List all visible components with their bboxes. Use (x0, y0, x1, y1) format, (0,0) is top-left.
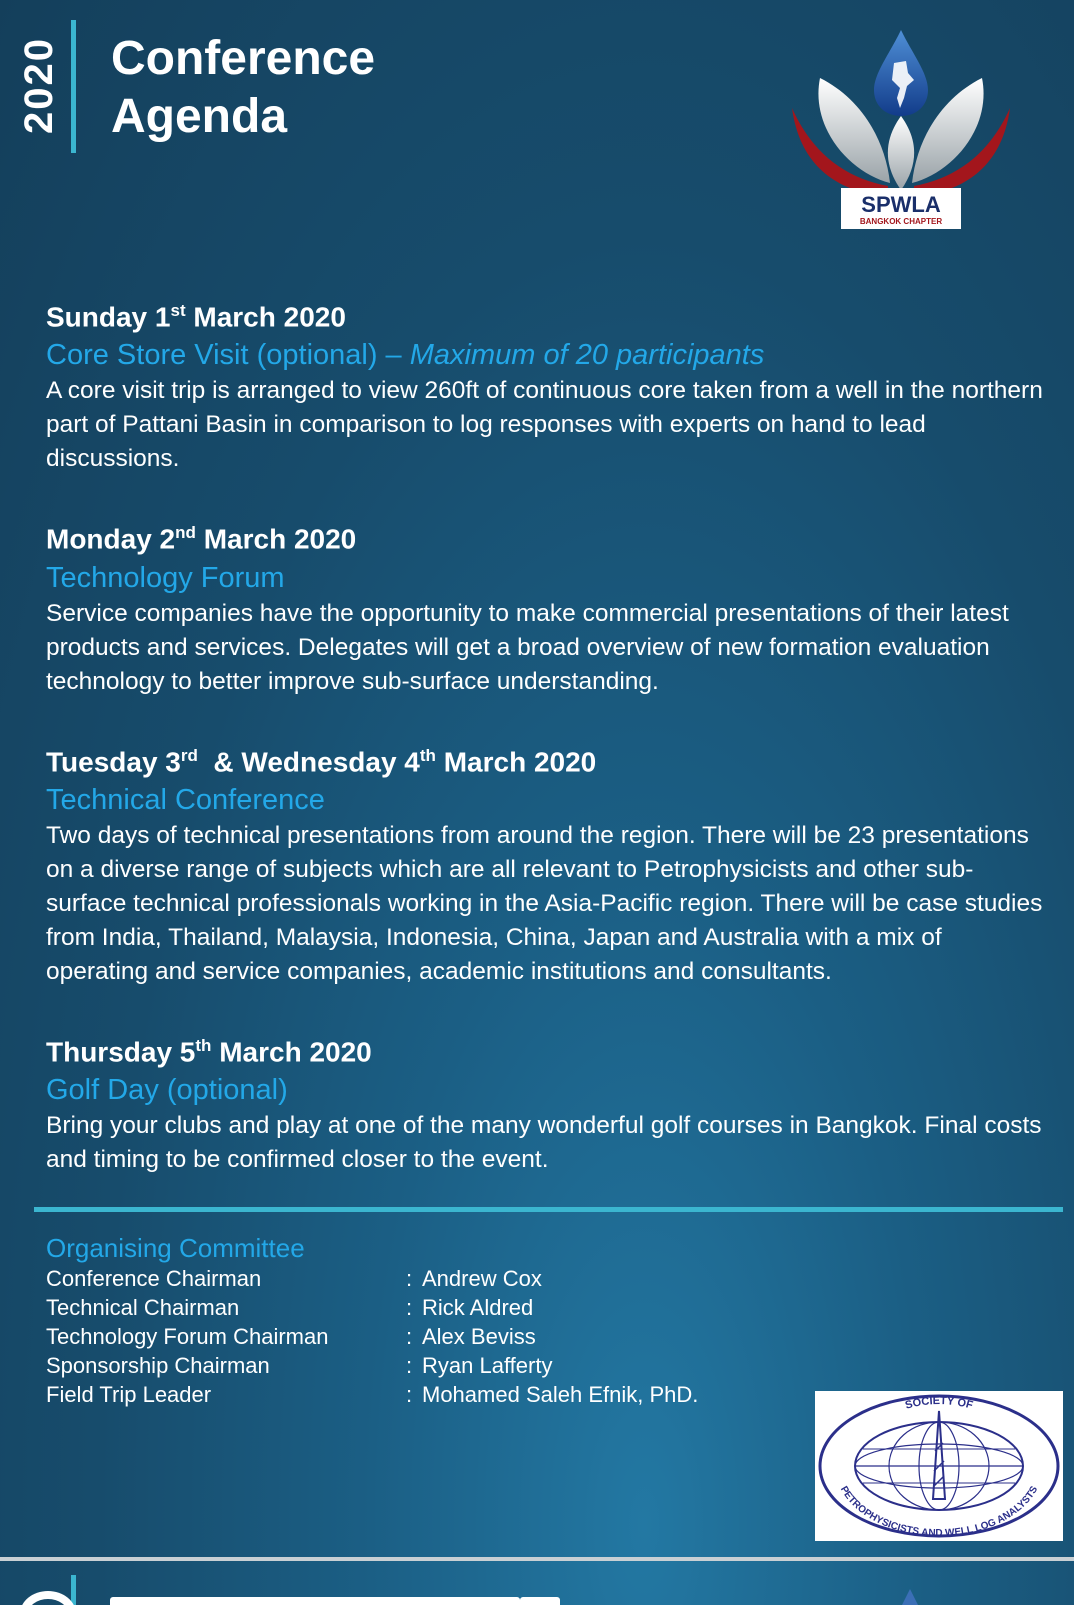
agenda-day: Sunday 1st March 2020 (46, 301, 346, 333)
agenda-description: A core visit trip is arranged to view 260ft of continuous core taken from a well in the northern part of Pattani Basin in comparison to log responses with experts on hand to lead discussions. (46, 377, 1043, 473)
header-divider (71, 20, 76, 153)
title-line-1: Conference (111, 32, 376, 85)
logo-text: SPWLA (861, 192, 941, 217)
page-title (111, 30, 375, 146)
agenda-description: Bring your clubs and play at one of the many wonderful golf courses in Bangkok. Final costs and timing to be confirmed closer to the event. (46, 1112, 1042, 1174)
agenda (46, 292, 1046, 1215)
agenda-day: Monday 2nd March 2020 (46, 523, 357, 555)
agenda-item-monday (46, 514, 1046, 698)
agenda-title: Core Store Visit (optional) – Maximum of 20 participants (46, 339, 765, 372)
committee-row: Field Trip Leader : Mohamed Saleh Efnik, PhD. (46, 1382, 699, 1407)
agenda-day: Tuesday 3rd & Wednesday 4th March 2020 (46, 745, 597, 777)
agenda-item-thursday (46, 1027, 1046, 1177)
logo-subtext: BANGKOK CHAPTER (859, 217, 943, 226)
society-logo (815, 1391, 1063, 1541)
committee-heading: Organising Committee (46, 1233, 305, 1263)
agenda-title: Technology Forum (46, 561, 285, 594)
committee-row: Conference Chairman : Andrew Cox (46, 1266, 542, 1291)
committee-row: Technology Forum Chairman : Alex Beviss (46, 1324, 536, 1349)
agenda-day: Thursday 5th March 2020 (46, 1035, 372, 1068)
agenda-description: Two days of technical presentations from around the region. There will be 23 presentations on a diverse range of subjects which are all relevant to Petrophysicists and other sub-surface technical professionals working in the Asia-Pacific region. There will be case studies from India, Thailand, Malaysia, Indonesia, China, Japan and Australia with a mix of operating and service companies, academic institutions and consultants. (46, 821, 1043, 985)
committee-row: Sponsorship Chairman : Ryan Lafferty (46, 1353, 553, 1378)
society-bottom-text: PETROPHYSICISTS AND WELL LOG ANALYSTS (837, 1484, 1041, 1539)
agenda-title: Technical Conference (46, 783, 325, 816)
title-line-2: Agenda (111, 90, 288, 143)
agenda-description: Service companies have the opportunity to make commercial presentations of their latest products and services. Delegates will get a broad overview of new formation evaluation technology to better improve sub-surface understanding. (46, 599, 1009, 695)
agenda-title: Golf Day (optional) (46, 1074, 288, 1107)
agenda-item-sunday (46, 292, 1046, 476)
section-divider (34, 1207, 1063, 1212)
agenda-item-tuesday-wednesday (46, 737, 1046, 989)
spwla-logo (790, 28, 1030, 234)
organising-committee (46, 1232, 698, 1409)
committee-row: Technical Chairman : Rick Aldred (46, 1295, 534, 1320)
next-page-edge (0, 1561, 1074, 1605)
year-label: 2020 (17, 37, 61, 135)
society-top-text: SOCIETY OF (903, 1394, 975, 1412)
